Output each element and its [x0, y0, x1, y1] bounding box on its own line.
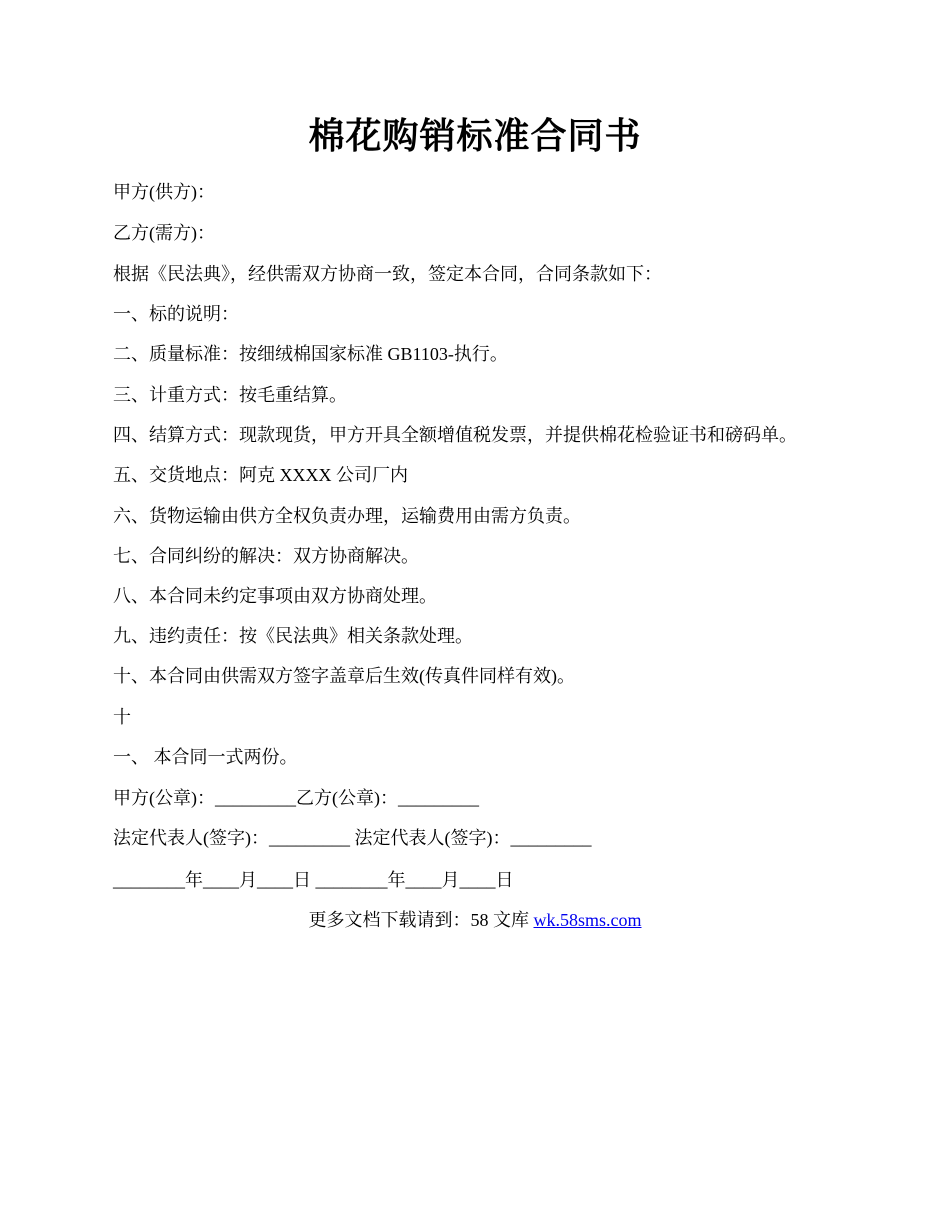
footer-link[interactable]: wk.58sms.com	[533, 910, 642, 930]
clause-11: 一、 本合同一式两份。	[113, 747, 298, 767]
clause-4: 四、结算方式：现款现货，甲方开具全额增值税发票，并提供棉花检验证书和磅码单。	[113, 425, 797, 445]
clause-3: 三、计重方式：按毛重结算。	[113, 385, 347, 405]
party-a-line: 甲方(供方)：	[113, 182, 215, 202]
clause-10: 十、本合同由供需双方签字盖章后生效(传真件同样有效)。	[113, 666, 575, 686]
footer-text: 更多文档下载请到：58 文库	[308, 910, 534, 930]
clause-1: 一、标的说明：	[113, 304, 239, 324]
document-title: 棉花购销标准合同书	[308, 116, 642, 156]
seal-line: 甲方(公章)：_________乙方(公章)：_________	[113, 788, 479, 808]
clause-9: 九、违约责任：按《民法典》相关条款处理。	[113, 626, 473, 646]
clause-6: 六、货物运输由供方全权负责办理，运输费用由需方负责。	[113, 506, 581, 526]
clause-11-prefix: 十	[113, 707, 131, 727]
preamble-line: 根据《民法典》，经供需双方协商一致，签定本合同，合同条款如下：	[113, 264, 662, 284]
date-line: ________年____月____日 ________年____月____日	[113, 870, 514, 890]
signature-line: 法定代表人(签字)：_________ 法定代表人(签字)：_________	[113, 828, 592, 848]
clause-2: 二、质量标准：按细绒棉国家标准 GB1103-执行。	[113, 344, 508, 364]
clause-5: 五、交货地点：阿克 XXXX 公司厂内	[113, 465, 408, 485]
party-b-line: 乙方(需方)：	[113, 223, 215, 243]
footer	[0, 908, 950, 932]
clause-8: 八、本合同未约定事项由双方协商处理。	[113, 586, 437, 606]
clause-7: 七、合同纠纷的解决：双方协商解决。	[113, 546, 419, 566]
